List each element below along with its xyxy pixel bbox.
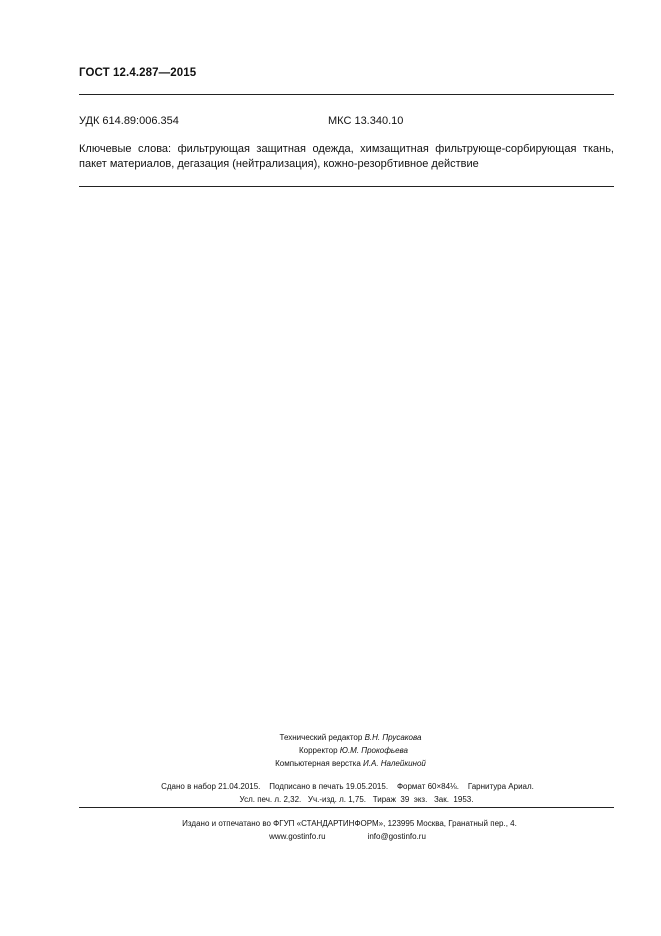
credits-block [0,731,661,770]
tech-editor-label: Технический редактор [279,733,363,742]
imprint-line: Издано и отпечатано во ФГУП «СТАНДАРТИНФОРМ», 123995 Москва, Гранатный пер., 4. [182,819,517,828]
imprint-block [0,817,661,843]
tech-editor-line [0,731,661,744]
header-divider [79,94,614,95]
contacts-line [0,830,661,843]
publication-line-1: Сдано в набор 21.04.2015. Подписано в печать 19.05.2015. Формат 60×84⅛. Гарнитура Ариал. [161,782,534,791]
mks-code: МКС 13.340.10 [328,115,404,127]
keywords-line-1: Ключевые слова: фильтрующая защитная одежда, химзащитная фильтрующе-сорбирующая ткань, [79,143,614,155]
keywords-block [79,142,614,172]
imprint-divider [79,807,614,808]
keywords-divider [79,186,614,187]
corrector-line [0,744,661,757]
keywords-line-2: пакет материалов, дегазация (нейтрализация), кожно-резорбтивное действие [79,158,479,170]
layout-line [0,757,661,770]
udk-code: УДК 614.89:006.354 [79,115,179,127]
standard-number: ГОСТ 12.4.287—2015 [79,67,197,79]
email-link[interactable]: info@gostinfo.ru [367,832,426,841]
publication-line-2: Усл. печ. л. 2,32. Уч.-изд. л. 1,75. Тираж 39 экз. Зак. 1953. [239,795,474,804]
publication-block [0,780,661,806]
corrector-label: Корректор [299,746,338,755]
layout-label: Компьютерная верстка [275,759,361,768]
tech-editor-name: В.Н. Прусакова [364,733,422,742]
corrector-name: Ю.М. Прокофьева [339,746,408,755]
website-link[interactable]: www.gostinfo.ru [269,832,326,841]
layout-name: И.А. Налейкиной [363,759,426,768]
